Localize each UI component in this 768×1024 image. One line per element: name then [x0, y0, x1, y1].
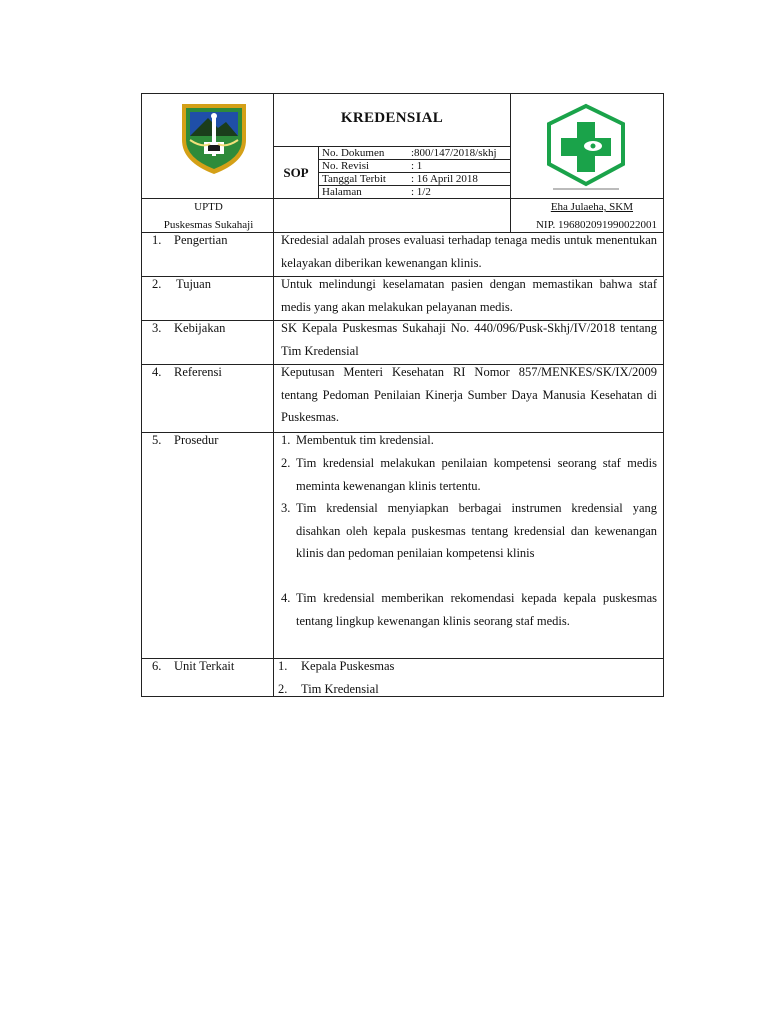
content-cell-referensi — [273, 364, 664, 433]
meta-label: Tanggal Terbit — [322, 173, 386, 185]
section-label: Tujuan — [176, 277, 211, 291]
step-text: Tim kredensial menyiapkan berbagai instrumen kredensial yang disahkan oleh kepala puskesmas tentang kredensial dan kewenangan klinis dan pedoman penilaian kompetensi klinis — [296, 501, 657, 560]
meta-row-tanggal-terbit — [318, 172, 511, 186]
step-number: 3. — [281, 501, 291, 515]
content-cell-unit-terkait — [273, 658, 664, 697]
section-text: Untuk melindungi keselamatan pasien dengan memastikan bahwa staf medis yang akan melakukan pelayanan medis. — [281, 277, 657, 314]
sop-label: SOP — [283, 165, 309, 180]
regional-emblem-icon — [174, 96, 254, 176]
section-label: Kebijakan — [174, 321, 226, 335]
section-label: Pengertian — [174, 233, 228, 247]
section-number: 3. — [152, 321, 162, 335]
section-number: 4. — [152, 365, 162, 379]
section-number: 5. — [152, 433, 162, 447]
section-number: 6. — [152, 659, 162, 673]
label-cell-pengertian — [141, 232, 274, 277]
unit-number: 1. — [278, 659, 288, 673]
label-cell-unit-terkait — [141, 658, 274, 697]
org-cell — [141, 198, 274, 233]
label-cell-referensi — [141, 364, 274, 433]
label-cell-prosedur — [141, 432, 274, 659]
sop-label-cell — [273, 146, 319, 199]
meta-value: : 16 April 2018 — [411, 173, 478, 185]
step-number: 1. — [281, 433, 291, 447]
content-cell-kebijakan — [273, 320, 664, 365]
title-cell — [273, 93, 511, 147]
section-text: Keputusan Menteri Kesehatan RI Nomor 857/MENKES/SK/IX/2009 tentang Pedoman Penilaian Kinerja Sumber Daya Manusia Kesehatan di Puskesmas. — [281, 365, 657, 424]
label-cell-kebijakan — [141, 320, 274, 365]
signature-cell — [510, 198, 664, 233]
meta-value: : 1/2 — [411, 186, 431, 198]
step-text: Membentuk tim kredensial. — [296, 433, 434, 447]
meta-row-no-revisi — [318, 159, 511, 173]
section-label: Referensi — [174, 365, 222, 379]
section-text: Kredesial adalah proses evaluasi terhadap tenaga medis untuk menentukan kelayakan diberikan kewenangan klinis. — [281, 233, 657, 270]
org-line1: UPTD — [194, 201, 223, 213]
signer-nip: NIP. 196802091990022001 — [535, 219, 657, 231]
step-text: Tim kredensial melakukan penilaian kompetensi seorang staf medis meminta kewenangan klinis tertentu. — [296, 456, 657, 493]
meta-value: :800/147/2018/skhj — [411, 147, 497, 159]
right-logo-cell — [510, 93, 664, 199]
content-cell-prosedur — [273, 432, 664, 659]
sop-document — [141, 93, 664, 697]
blank-cell — [273, 198, 511, 233]
puskesmas-logo-icon — [541, 102, 631, 194]
meta-label: Halaman — [322, 186, 362, 198]
org-line2: Puskesmas Sukahaji — [163, 219, 254, 231]
meta-row-no-dokumen — [318, 146, 511, 160]
signer-name: Eha Julaeha, SKM — [550, 201, 633, 213]
meta-row-halaman — [318, 185, 511, 199]
meta-value: : 1 — [411, 160, 423, 172]
section-number: 1. — [152, 233, 162, 247]
unit-number: 2. — [278, 682, 288, 696]
section-number: 2. — [152, 277, 162, 291]
content-cell-tujuan — [273, 276, 664, 321]
document-title: KREDENSIAL — [340, 110, 444, 126]
unit-item: Kepala Puskesmas — [301, 659, 395, 673]
section-label: Unit Terkait — [174, 659, 235, 673]
section-text: SK Kepala Puskesmas Sukahaji No. 440/096/Pusk-Skhj/IV/2018 tentang Tim Kredensial — [281, 321, 657, 358]
meta-label: No. Dokumen — [322, 147, 385, 159]
step-number: 4. — [281, 591, 291, 605]
unit-item: Tim Kredensial — [301, 682, 379, 696]
meta-label: No. Revisi — [322, 160, 370, 172]
label-cell-tujuan — [141, 276, 274, 321]
left-logo-cell — [141, 93, 274, 199]
step-text: Tim kredensial memberikan rekomendasi kepada kepala puskesmas tentang lingkup kewenangan klinis seorang staf medis. — [296, 591, 657, 628]
step-number: 2. — [281, 456, 291, 470]
section-label: Prosedur — [174, 433, 219, 447]
content-cell-pengertian — [273, 232, 664, 277]
